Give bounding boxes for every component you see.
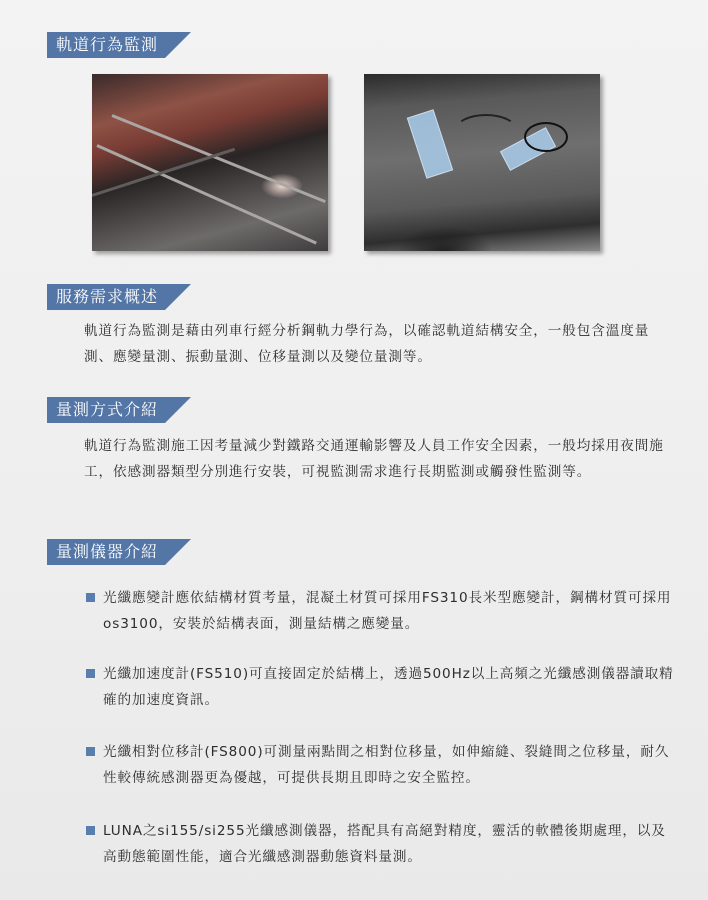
- measurement-method-text: 軌道行為監測施工因考量減少對鐵路交通運輸影響及人員工作安全因素，一般均採用夜間施工，依感測器類型分別進行安裝，可視監測需求進行長期監測或觸發性監測等。: [84, 438, 664, 480]
- service-overview-text: 軌道行為監測是藉由列車行經分析鋼軌力學行為，以確認軌道結構安全，一般包含溫度量測、應變量測、振動量測、位移量測以及變位量測等。: [84, 323, 650, 365]
- bullet-square-icon: [86, 826, 95, 835]
- bullet-square-icon: [86, 593, 95, 602]
- instrument-description: 光纖應變計應依結構材質考量，混凝土材質可採用FS310長米型應變計，鋼構材質可採用os3100，安裝於結構表面，測量結構之應變量。: [103, 590, 672, 632]
- section-title-instruments: [47, 539, 191, 565]
- bullet-square-icon: [86, 669, 95, 678]
- bullet-square-icon: [86, 747, 95, 756]
- rail-line: [111, 114, 325, 203]
- section-title-label: 量測方式介紹: [47, 397, 165, 423]
- rail-sensor-photo: [364, 74, 600, 251]
- section-title-arrow: [165, 397, 191, 423]
- section-title-label: 服務需求概述: [47, 284, 165, 310]
- section-title-arrow: [165, 32, 191, 58]
- instrument-description: LUNA之si155/si255光纖感測儀器，搭配具有高絕對精度，靈活的軟體後期處理，以及高動態範圍性能，適合光纖感測器動態資料量測。: [103, 823, 666, 865]
- instrument-description: 光纖相對位移計(FS800)可測量兩點間之相對位移量，如伸縮縫、裂縫間之位移量，耐久性較傳統感測器更為優越，可提供長期且即時之安全監控。: [103, 744, 670, 786]
- section-title-measurement-method: [47, 397, 191, 423]
- section-title-service-overview: [47, 284, 191, 310]
- sensor-cable: [454, 114, 518, 148]
- sensor-tape: [407, 109, 453, 179]
- instrument-list-item: [86, 739, 676, 791]
- instrument-list-item: [86, 818, 676, 870]
- instrument-description: 光纖加速度計(FS510)可直接固定於結構上，透過500Hz以上高頻之光纖感測儀器讀取精確的加速度資訊。: [103, 666, 674, 708]
- section-title-label: 軌道行為監測: [47, 32, 165, 58]
- track-tunnel-photo: [92, 74, 328, 251]
- section-title-label: 量測儀器介紹: [47, 539, 165, 565]
- section-title-arrow: [165, 539, 191, 565]
- section-title-arrow: [165, 284, 191, 310]
- instrument-list-item: [86, 661, 676, 713]
- section-title-track-monitoring: [47, 32, 191, 58]
- sensor-cable: [524, 122, 568, 152]
- rail-line: [92, 148, 235, 197]
- instrument-list-item: [86, 585, 676, 637]
